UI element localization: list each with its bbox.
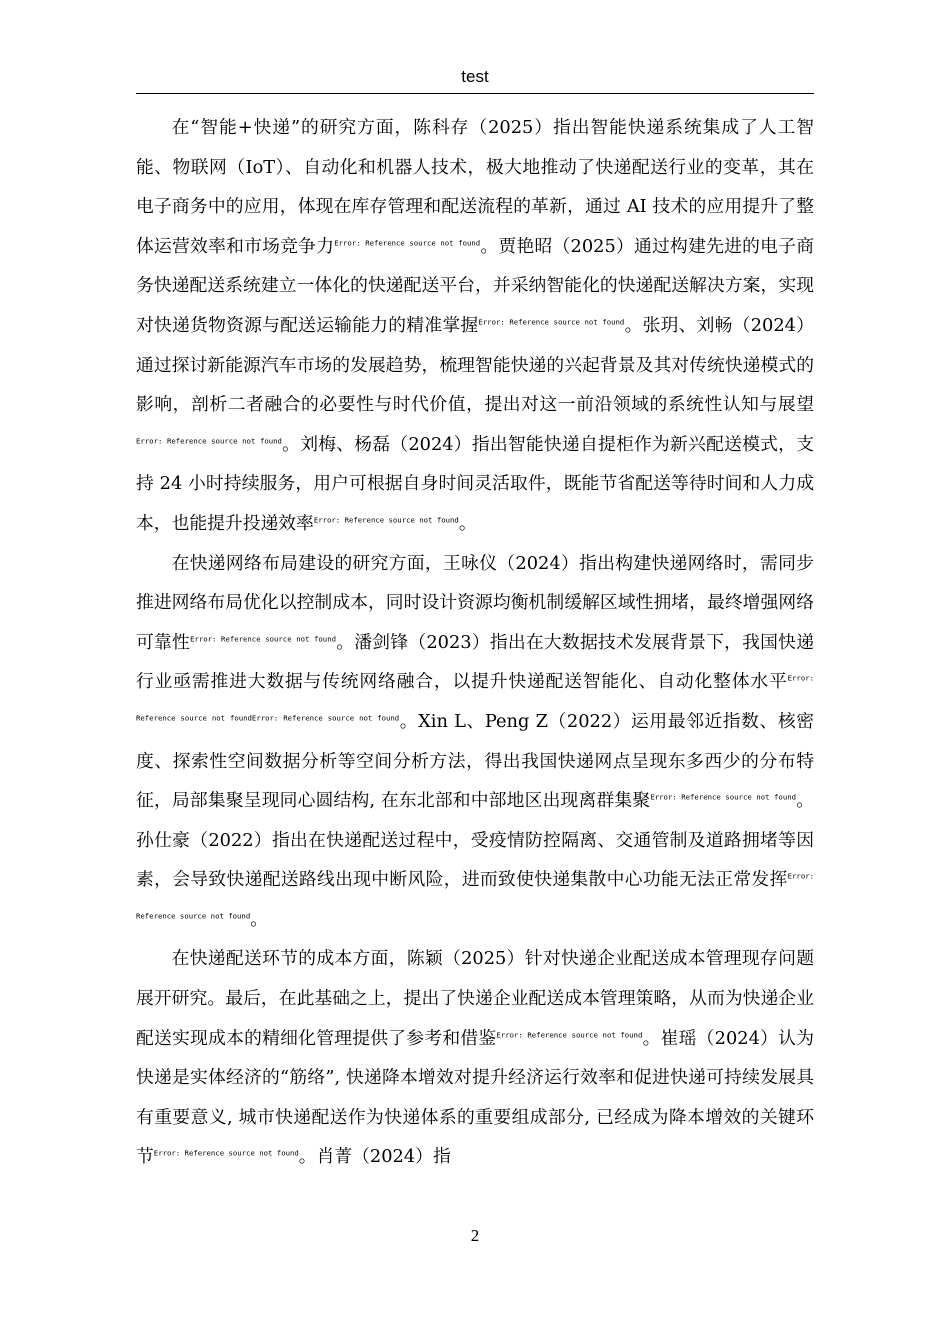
- paragraph-text: 。孙仕豪（2022）指出在快递配送过程中，受疫情防控隔离、交通管制及道路拥堵等因素，会导致快递配送路线出现中断风险，进而致使快递集散中心功能无法正常发挥: [136, 790, 814, 891]
- paragraph-text: 在“智能+快递”的研究方面，陈科存（2025）指出智能快递系统集成了人工智能、物联网（IoT）、自动化和机器人技术，极大地推动了快递配送行业的变革，其在电子商务中的应用，体现在库存管理和配送流程的革新，通过 AI 技术的应用提升了整体运营效率和市场竞争力: [136, 117, 814, 257]
- paragraph-text: 在快递网络布局建设的研究方面，王咏仪（2024）指出构建快递网络时，需同步推进网络布局优化以控制成本，同时设计资源均衡机制缓解区域性拥堵，最终增强网络可靠性: [136, 552, 814, 653]
- reference-error: Error: Reference source not found: [153, 1148, 299, 1158]
- paragraph: [136, 939, 814, 1177]
- header-rule: [136, 93, 814, 94]
- reference-error: Error: Reference source not found: [136, 871, 814, 921]
- reference-error: Error: Reference source not found: [313, 515, 459, 525]
- paragraph-text: 。肖菁（2024）指: [298, 1146, 451, 1168]
- reference-error: Error: Reference source not found: [136, 436, 282, 446]
- paragraph-text: 。贾艳昭（2025）通过构建先进的电子商务快递配送系统建立一体化的快递配送平台，并采纳智能化的快递配送解决方案，实现对快递货物资源与配送运输能力的精准掌握: [136, 235, 814, 336]
- paragraph-text: 。Xin L、Peng Z（2022）运用最邻近指数、核密度、探索性空间数据分析等空间分析方法，得出我国快递网点呈现东多西少的分布特征，局部集聚呈现同心圆结构, 在东北部和中部地区出现离群集聚: [136, 710, 814, 812]
- paragraph-text: 。刘梅、杨磊（2024）指出智能快递自提柜作为新兴配送模式，支持 24 小时持续服务，用户可根据自身时间灵活取件，既能节省配送等待时间和人力成本，也能提升投递效率: [136, 433, 814, 534]
- reference-error: Error: Reference source not found: [334, 238, 481, 248]
- document-body: [136, 108, 814, 1177]
- paragraph: [136, 108, 814, 544]
- page-number: 2: [470, 1226, 480, 1245]
- reference-error: Error: Reference source not found: [478, 317, 625, 327]
- paragraph: [136, 544, 814, 940]
- page-header: test: [461, 67, 489, 86]
- paragraph-text: 。张玥、刘畅（2024）通过探讨新能源汽车市场的发展趋势，梳理智能快递的兴起背景及其对传统快递模式的影响，剖析二者融合的必要性与时代价值，提出对这一前沿领域的系统性认知与展望: [136, 314, 814, 416]
- paragraph-text: 。: [458, 512, 477, 534]
- paragraph-text: 。崔瑶（2024）认为快递是实体经济的“筋络”, 快递降本增效对提升经济运行效率和促进快递可持续发展具有重要意义, 城市快递配送作为快递体系的重要组成部分, 已经成为降本增效的关键环节: [136, 1027, 814, 1168]
- reference-error: Error: Reference source not found: [496, 1030, 643, 1040]
- paragraph-text: 在快递配送环节的成本方面，陈颖（2025）针对快递企业配送成本管理现存问题展开研究。最后，在此基础之上，提出了快递企业配送成本管理策略，从而为快递企业配送实现成本的精细化管理提供了参考和借鉴: [136, 948, 814, 1049]
- reference-error: Error: Reference source not found: [650, 792, 797, 802]
- paragraph-text: 。: [250, 908, 269, 930]
- reference-error: Error: Reference source not found: [190, 634, 336, 644]
- reference-error: Error: Reference source not foundError: Reference source not found: [136, 673, 814, 723]
- paragraph-text: 。潘剑锋（2023）指出在大数据技术发展背景下，我国快递行业亟需推进大数据与传统网络融合，以提升快递配送智能化、自动化整体水平: [136, 631, 814, 693]
